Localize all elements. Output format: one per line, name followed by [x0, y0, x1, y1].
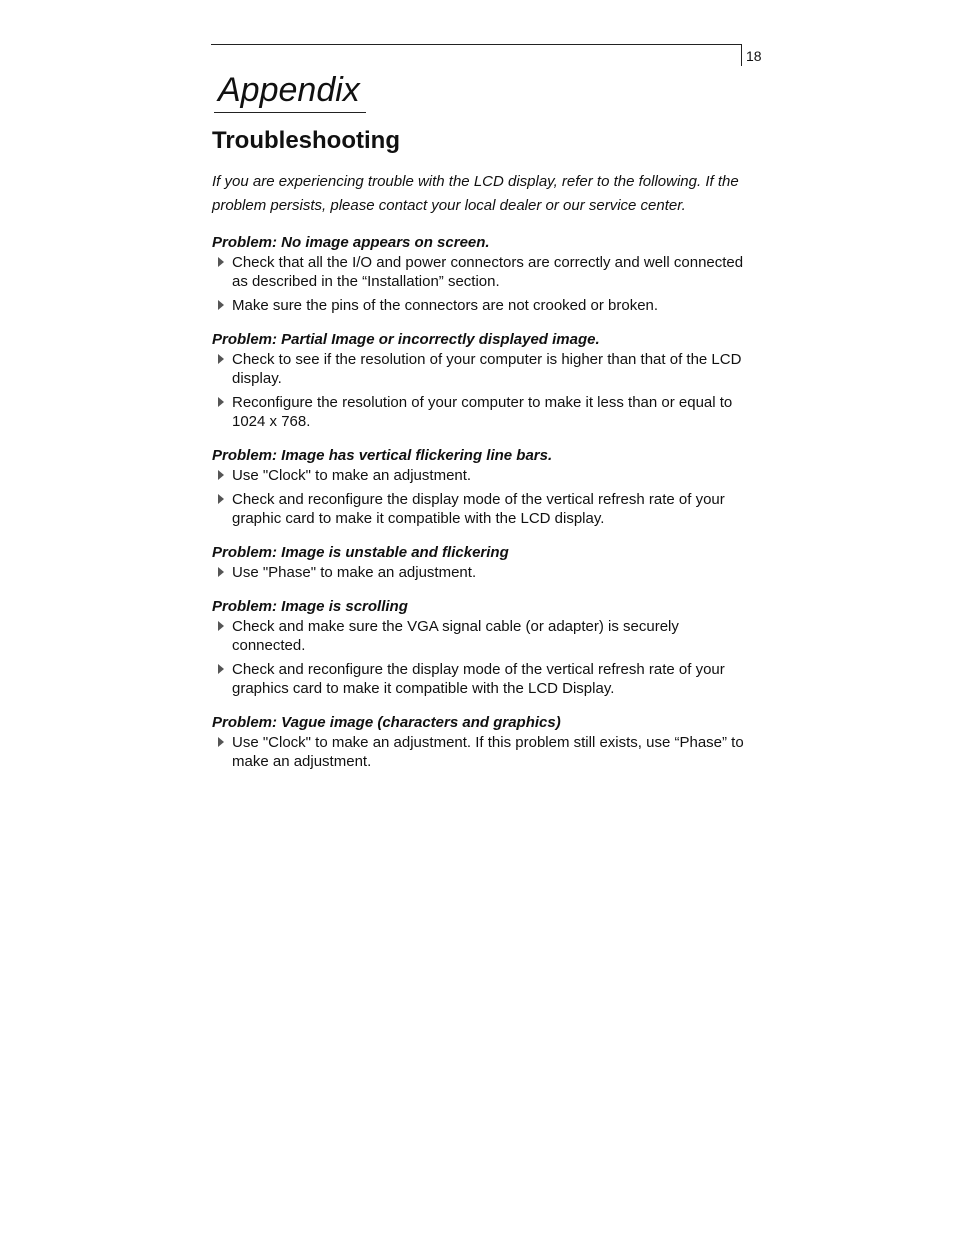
troubleshooting-list: [212, 233, 748, 786]
triangle-bullet-icon: [218, 737, 224, 747]
page-number: 18: [746, 48, 762, 64]
solution-text: Use "Phase" to make an adjustment.: [232, 564, 477, 581]
triangle-bullet-icon: [218, 257, 224, 267]
problem-title: Problem: Image is scrolling: [212, 598, 408, 615]
problem-title: Problem: Vague image (characters and graphics): [212, 714, 561, 731]
problem-section: [212, 597, 748, 698]
header-rule: [211, 44, 741, 45]
problem-section: [212, 233, 748, 315]
page-number-divider: [741, 44, 742, 66]
triangle-bullet-icon: [218, 621, 224, 631]
triangle-bullet-icon: [218, 664, 224, 674]
solution-item: [212, 617, 748, 655]
solution-text: Check and make sure the VGA signal cable (or adapter) is securely connected.: [232, 618, 679, 654]
solution-text: Reconfigure the resolution of your computer to make it less than or equal to 1024 x 768.: [232, 394, 733, 430]
title-underline: [214, 112, 366, 113]
problem-section: [212, 330, 748, 431]
problem-section: [212, 543, 748, 582]
solution-text: Check that all the I/O and power connectors are correctly and well connected as described in the “Installation” section.: [232, 254, 744, 290]
solution-text: Make sure the pins of the connectors are not crooked or broken.: [232, 297, 659, 314]
problem-title: Problem: Image is unstable and flickering: [212, 544, 509, 561]
problem-title: Problem: Partial Image or incorrectly displayed image.: [212, 331, 600, 348]
triangle-bullet-icon: [218, 397, 224, 407]
solution-item: [212, 350, 748, 388]
triangle-bullet-icon: [218, 567, 224, 577]
solution-item: [212, 490, 748, 528]
problem-title: Problem: Image has vertical flickering line bars.: [212, 447, 553, 464]
solution-item: [212, 660, 748, 698]
triangle-bullet-icon: [218, 470, 224, 480]
solution-item: [212, 296, 748, 315]
triangle-bullet-icon: [218, 494, 224, 504]
solution-item: [212, 253, 748, 291]
solution-text: Use "Clock" to make an adjustment. If this problem still exists, use “Phase” to make an adjustment.: [232, 734, 744, 770]
section-heading: Troubleshooting: [212, 127, 400, 154]
intro-paragraph: If you are experiencing trouble with the LCD display, refer to the following. If the problem persists, please contact your local dealer or our service center.: [212, 173, 739, 214]
solution-item: [212, 466, 748, 485]
problem-section: [212, 446, 748, 528]
problem-title: Problem: No image appears on screen.: [212, 234, 490, 251]
page-title: Appendix: [218, 71, 360, 109]
triangle-bullet-icon: [218, 300, 224, 310]
solution-text: Use "Clock" to make an adjustment.: [232, 467, 472, 484]
solution-item: [212, 563, 748, 582]
solution-text: Check and reconfigure the display mode of the vertical refresh rate of your graphics card to make it compatible with the LCD Display.: [232, 661, 725, 697]
solution-item: [212, 393, 748, 431]
problem-section: [212, 713, 748, 771]
solution-text: Check and reconfigure the display mode of the vertical refresh rate of your graphic card to make it compatible with the LCD display.: [232, 491, 725, 527]
solution-text: Check to see if the resolution of your computer is higher than that of the LCD display.: [232, 351, 742, 387]
triangle-bullet-icon: [218, 354, 224, 364]
solution-item: [212, 733, 748, 771]
